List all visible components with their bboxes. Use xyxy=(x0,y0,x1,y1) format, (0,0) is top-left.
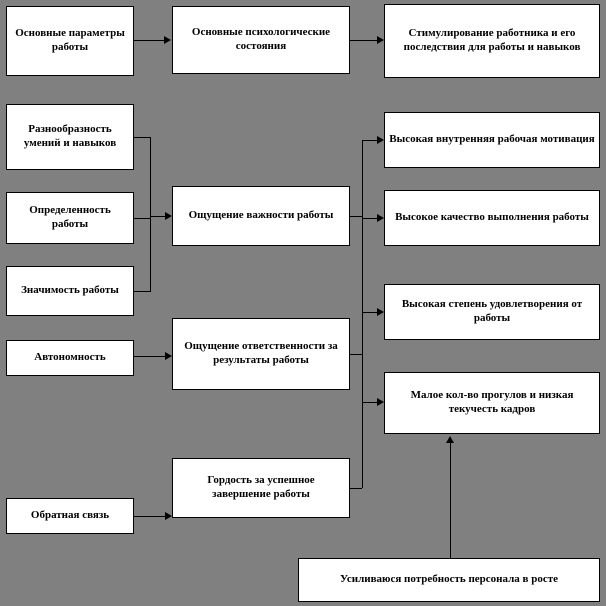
node-label: Определенность работы xyxy=(29,204,111,230)
node-felt-meaningfulness xyxy=(172,186,350,246)
arrow-head xyxy=(165,512,172,520)
node-stimulation-outcomes xyxy=(384,4,600,78)
arrow-head xyxy=(377,36,384,44)
arrow-head xyxy=(377,308,384,316)
node-high-work-quality xyxy=(384,190,600,246)
node-label: Разнообразность умений и навыков xyxy=(23,123,117,149)
connector-line xyxy=(362,312,377,313)
connector-line xyxy=(362,140,363,488)
node-label: Гордость за успешное завершение работы xyxy=(207,474,315,500)
node-core-psych-states xyxy=(172,6,350,74)
arrow-head xyxy=(377,398,384,406)
arrow-head xyxy=(446,436,454,443)
arrow-head xyxy=(164,36,171,44)
connector-line xyxy=(134,218,150,219)
node-growth-need xyxy=(298,558,600,602)
connector-line xyxy=(350,488,362,489)
connector-line xyxy=(350,40,377,41)
node-label: Основные психологические состояния xyxy=(191,26,331,52)
node-label: Ощущение важности работы xyxy=(188,209,334,222)
arrow-head xyxy=(377,214,384,222)
node-felt-responsibility xyxy=(172,318,350,390)
connector-line xyxy=(362,218,377,219)
connector-line xyxy=(134,516,165,517)
node-autonomy xyxy=(6,340,134,376)
connector-line xyxy=(350,216,362,217)
node-label: Усиливаюся потребность персонала в росте xyxy=(339,573,559,586)
node-label: Ощущение ответственности за результаты работы xyxy=(184,340,338,366)
connector-line xyxy=(350,354,362,355)
connector-line xyxy=(134,291,150,292)
node-task-identity xyxy=(6,192,134,244)
node-core-job-params xyxy=(6,6,134,76)
node-label: Малое кол-во прогулов и низкая текучесть кадров xyxy=(410,389,574,415)
connector-line xyxy=(362,402,377,403)
connector-line xyxy=(150,216,165,217)
node-label: Автономность xyxy=(34,351,106,364)
arrow-head xyxy=(165,352,172,360)
node-low-absence-turnover xyxy=(384,372,600,434)
node-label: Высокое качество выполнения работы xyxy=(395,211,589,224)
node-label: Обратная связь xyxy=(30,509,110,522)
node-pride-completion xyxy=(172,458,350,518)
node-high-satisfaction xyxy=(384,284,600,340)
connector-line xyxy=(362,140,377,141)
node-label: Высокая степень удовлетворения от работы xyxy=(401,298,583,324)
connector-line xyxy=(450,442,451,558)
node-label: Значимость работы xyxy=(21,284,119,297)
connector-line xyxy=(134,40,164,41)
arrow-head xyxy=(377,136,384,144)
node-skill-variety xyxy=(6,104,134,170)
node-label: Высокая внутренняя рабочая мотивация xyxy=(389,133,595,146)
node-label: Основные параметры работы xyxy=(15,27,125,53)
arrow-head xyxy=(165,212,172,220)
connector-line xyxy=(134,356,165,357)
connector-line xyxy=(134,137,150,138)
node-task-significance xyxy=(6,266,134,316)
node-high-internal-motivation xyxy=(384,112,600,168)
connector-line xyxy=(150,137,151,292)
node-label: Стимулирование работника и его последствия для работы и навыков xyxy=(403,27,581,53)
node-feedback xyxy=(6,498,134,534)
